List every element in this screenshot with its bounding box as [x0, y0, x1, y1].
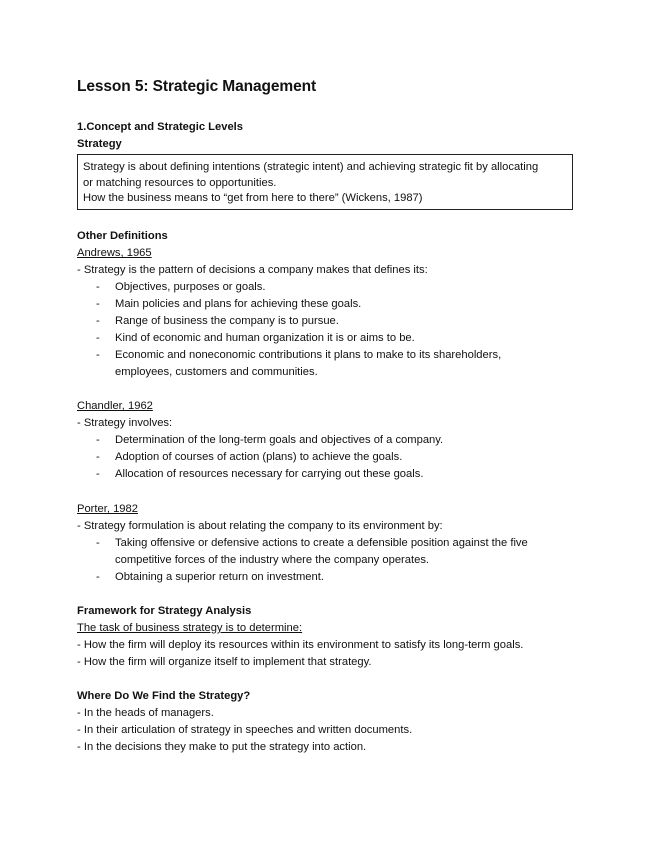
chandler-definition: [77, 398, 587, 483]
section-concept: [77, 119, 587, 153]
list-item-continuation: employees, customers and communities.: [115, 366, 318, 378]
list-item: - Determination of the long-term goals and objectives of a company.: [96, 434, 444, 446]
where-line: - In the heads of managers.: [77, 707, 214, 719]
page-title: Lesson 5: Strategic Management: [77, 78, 317, 95]
list-item: - Main policies and plans for achieving these goals.: [96, 298, 362, 310]
list-item: - Range of business the company is to pursue.: [96, 315, 339, 327]
list-item: - Adoption of courses of action (plans) to achieve the goals.: [96, 451, 403, 463]
porter-definition: [77, 501, 587, 586]
section-subheading: The task of business strategy is to determine:: [77, 622, 303, 634]
list-item: - Objectives, purposes or goals.: [96, 281, 266, 293]
definition-line: Strategy is about defining intentions (strategic intent) and achieving strategic fit by allocating: [83, 161, 539, 173]
definition-intro: - Strategy formulation is about relating the company to its environment by:: [77, 520, 443, 532]
porter-list: [77, 535, 587, 586]
section-other-definitions: [77, 228, 587, 381]
definition-intro: - Strategy is the pattern of decisions a company makes that defines its:: [77, 264, 428, 276]
framework-line: - How the firm will deploy its resources within its environment to satisfy its long-term goals.: [77, 639, 524, 651]
where-line: - In their articulation of strategy in speeches and written documents.: [77, 724, 413, 736]
definition-line: How the business means to “get from here to there” (Wickens, 1987): [83, 192, 423, 204]
strategy-definition-box: [77, 154, 573, 210]
section-framework: [77, 603, 587, 671]
where-line: - In the decisions they make to put the strategy into action.: [77, 741, 367, 753]
source-citation: Porter, 1982: [77, 503, 138, 515]
chandler-list: [77, 432, 587, 483]
source-citation: Andrews, 1965: [77, 247, 152, 259]
list-item-continuation: competitive forces of the industry where the company operates.: [115, 554, 430, 566]
section-heading: 1.Concept and Strategic Levels: [77, 121, 243, 133]
source-citation: Chandler, 1962: [77, 400, 153, 412]
list-item: - Kind of economic and human organization it is or aims to be.: [96, 332, 415, 344]
section-where: [77, 688, 587, 756]
andrews-list: [77, 279, 587, 381]
definition-intro: - Strategy involves:: [77, 417, 173, 429]
definition-line: or matching resources to opportunities.: [83, 176, 277, 189]
section-heading: Other Definitions: [77, 230, 168, 242]
list-item: - Economic and noneconomic contributions it plans to make to its shareholders,: [96, 349, 502, 361]
section-heading: Framework for Strategy Analysis: [77, 605, 252, 617]
list-item: - Allocation of resources necessary for carrying out these goals.: [96, 468, 424, 480]
list-item: - Obtaining a superior return on investment.: [96, 571, 324, 583]
section-heading: Where Do We Find the Strategy?: [77, 690, 251, 702]
list-item: - Taking offensive or defensive actions to create a defensible position against the five: [96, 537, 528, 549]
framework-line: - How the firm will organize itself to implement that strategy.: [77, 656, 372, 668]
section-subheading: Strategy: [77, 138, 122, 150]
